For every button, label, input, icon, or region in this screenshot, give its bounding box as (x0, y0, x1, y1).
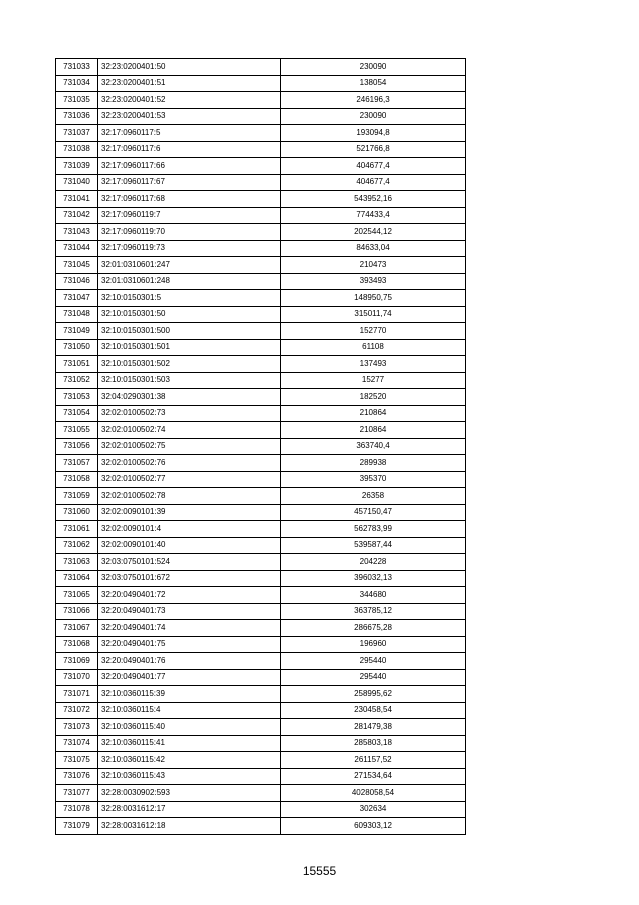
cadastral-number-cell: 32:20:0490401:75 (98, 636, 281, 653)
row-id-cell: 731043 (56, 224, 98, 241)
table-row (56, 554, 466, 571)
row-id-cell: 731068 (56, 636, 98, 653)
value-cell: 774433,4 (281, 207, 466, 224)
cadastral-number-cell: 32:20:0490401:77 (98, 669, 281, 686)
table-row (56, 504, 466, 521)
cadastral-number-cell: 32:01:0310601:248 (98, 273, 281, 290)
cadastral-number-cell: 32:10:0150301:503 (98, 372, 281, 389)
row-id-cell: 731036 (56, 108, 98, 125)
value-cell: 404677,4 (281, 158, 466, 175)
table-row (56, 801, 466, 818)
table-row (56, 290, 466, 307)
value-cell: 182520 (281, 389, 466, 406)
value-cell: 521766,8 (281, 141, 466, 158)
table-row (56, 603, 466, 620)
cadastral-number-cell: 32:04:0290301:38 (98, 389, 281, 406)
cadastral-number-cell: 32:17:0960117:6 (98, 141, 281, 158)
row-id-cell: 731057 (56, 455, 98, 472)
table-row (56, 257, 466, 274)
table-row (56, 488, 466, 505)
cadastral-number-cell: 32:17:0960117:66 (98, 158, 281, 175)
row-id-cell: 731034 (56, 75, 98, 92)
cadastral-number-cell: 32:10:0150301:502 (98, 356, 281, 373)
table-row (56, 702, 466, 719)
value-cell: 396032,13 (281, 570, 466, 587)
row-id-cell: 731071 (56, 686, 98, 703)
value-cell: 84633,04 (281, 240, 466, 257)
row-id-cell: 731041 (56, 191, 98, 208)
cadastral-number-cell: 32:01:0310601:247 (98, 257, 281, 274)
cadastral-number-cell: 32:28:0031612:18 (98, 818, 281, 835)
table-row (56, 570, 466, 587)
table-row (56, 521, 466, 538)
row-id-cell: 731046 (56, 273, 98, 290)
table-row (56, 537, 466, 554)
row-id-cell: 731066 (56, 603, 98, 620)
cadastral-number-cell: 32:10:0150301:50 (98, 306, 281, 323)
cadastral-number-cell: 32:17:0960117:68 (98, 191, 281, 208)
cadastral-number-cell: 32:10:0150301:501 (98, 339, 281, 356)
value-cell: 286675,28 (281, 620, 466, 637)
table-row (56, 389, 466, 406)
table-row (56, 438, 466, 455)
cadastral-number-cell: 32:02:0090101:40 (98, 537, 281, 554)
table-row (56, 356, 466, 373)
value-cell: 609303,12 (281, 818, 466, 835)
value-cell: 4028058,54 (281, 785, 466, 802)
value-cell: 230090 (281, 59, 466, 76)
cadastral-number-cell: 32:23:0200401:51 (98, 75, 281, 92)
value-cell: 395370 (281, 471, 466, 488)
row-id-cell: 731060 (56, 504, 98, 521)
table-row (56, 339, 466, 356)
table-row (56, 108, 466, 125)
row-id-cell: 731065 (56, 587, 98, 604)
value-cell: 271534,64 (281, 768, 466, 785)
cadastral-number-cell: 32:20:0490401:72 (98, 587, 281, 604)
cadastral-number-cell: 32:23:0200401:53 (98, 108, 281, 125)
row-id-cell: 731073 (56, 719, 98, 736)
row-id-cell: 731045 (56, 257, 98, 274)
table-row (56, 191, 466, 208)
table-row (56, 224, 466, 241)
row-id-cell: 731063 (56, 554, 98, 571)
row-id-cell: 731040 (56, 174, 98, 191)
cadastral-number-cell: 32:17:0960119:70 (98, 224, 281, 241)
cadastral-number-cell: 32:20:0490401:74 (98, 620, 281, 637)
cadastral-number-cell: 32:02:0100502:74 (98, 422, 281, 439)
table-row (56, 59, 466, 76)
value-cell: 404677,4 (281, 174, 466, 191)
row-id-cell: 731050 (56, 339, 98, 356)
row-id-cell: 731037 (56, 125, 98, 142)
value-cell: 562783,99 (281, 521, 466, 538)
value-cell: 363740,4 (281, 438, 466, 455)
cadastral-number-cell: 32:10:0150301:500 (98, 323, 281, 340)
cadastral-number-cell: 32:10:0360115:40 (98, 719, 281, 736)
row-id-cell: 731054 (56, 405, 98, 422)
row-id-cell: 731059 (56, 488, 98, 505)
cadastral-number-cell: 32:10:0360115:43 (98, 768, 281, 785)
value-cell: 281479,38 (281, 719, 466, 736)
table-row (56, 158, 466, 175)
cadastral-number-cell: 32:17:0960117:67 (98, 174, 281, 191)
table-row (56, 372, 466, 389)
row-id-cell: 731067 (56, 620, 98, 637)
cadastral-number-cell: 32:03:0750101:524 (98, 554, 281, 571)
value-cell: 210864 (281, 422, 466, 439)
row-id-cell: 731039 (56, 158, 98, 175)
value-cell: 148950,75 (281, 290, 466, 307)
cadastral-number-cell: 32:02:0100502:76 (98, 455, 281, 472)
cadastral-number-cell: 32:28:0030902:593 (98, 785, 281, 802)
row-id-cell: 731042 (56, 207, 98, 224)
table-row (56, 620, 466, 637)
value-cell: 295440 (281, 653, 466, 670)
table-row (56, 785, 466, 802)
row-id-cell: 731069 (56, 653, 98, 670)
value-cell: 261157,52 (281, 752, 466, 769)
row-id-cell: 731033 (56, 59, 98, 76)
table-row (56, 636, 466, 653)
value-cell: 289938 (281, 455, 466, 472)
row-id-cell: 731074 (56, 735, 98, 752)
cadastral-number-cell: 32:03:0750101:672 (98, 570, 281, 587)
table-row (56, 422, 466, 439)
cadastral-number-cell: 32:17:0960117:5 (98, 125, 281, 142)
table-row (56, 669, 466, 686)
cadastral-number-cell: 32:10:0360115:41 (98, 735, 281, 752)
cadastral-number-cell: 32:23:0200401:52 (98, 92, 281, 109)
registry-table-body (56, 59, 466, 835)
table-row (56, 273, 466, 290)
value-cell: 152770 (281, 323, 466, 340)
value-cell: 230458,54 (281, 702, 466, 719)
table-row (56, 653, 466, 670)
row-id-cell: 731062 (56, 537, 98, 554)
cadastral-number-cell: 32:20:0490401:76 (98, 653, 281, 670)
row-id-cell: 731064 (56, 570, 98, 587)
table-row (56, 141, 466, 158)
value-cell: 15277 (281, 372, 466, 389)
row-id-cell: 731047 (56, 290, 98, 307)
cadastral-number-cell: 32:10:0360115:4 (98, 702, 281, 719)
row-id-cell: 731053 (56, 389, 98, 406)
table-row (56, 735, 466, 752)
table-row (56, 768, 466, 785)
cadastral-number-cell: 32:02:0100502:73 (98, 405, 281, 422)
table-row (56, 75, 466, 92)
value-cell: 258995,62 (281, 686, 466, 703)
cadastral-number-cell: 32:17:0960119:7 (98, 207, 281, 224)
cadastral-number-cell: 32:20:0490401:73 (98, 603, 281, 620)
value-cell: 61108 (281, 339, 466, 356)
cadastral-number-cell: 32:17:0960119:73 (98, 240, 281, 257)
value-cell: 210864 (281, 405, 466, 422)
cadastral-number-cell: 32:02:0090101:39 (98, 504, 281, 521)
value-cell: 230090 (281, 108, 466, 125)
cadastral-number-cell: 32:02:0100502:75 (98, 438, 281, 455)
value-cell: 344680 (281, 587, 466, 604)
cadastral-number-cell: 32:02:0100502:78 (98, 488, 281, 505)
row-id-cell: 731056 (56, 438, 98, 455)
table-row (56, 405, 466, 422)
row-id-cell: 731058 (56, 471, 98, 488)
value-cell: 202544,12 (281, 224, 466, 241)
table-row (56, 306, 466, 323)
value-cell: 302634 (281, 801, 466, 818)
value-cell: 543952,16 (281, 191, 466, 208)
row-id-cell: 731035 (56, 92, 98, 109)
row-id-cell: 731038 (56, 141, 98, 158)
row-id-cell: 731075 (56, 752, 98, 769)
table-row (56, 240, 466, 257)
page-number: 15555 (302, 864, 337, 878)
value-cell: 26358 (281, 488, 466, 505)
table-row (56, 686, 466, 703)
value-cell: 210473 (281, 257, 466, 274)
row-id-cell: 731048 (56, 306, 98, 323)
value-cell: 138054 (281, 75, 466, 92)
row-id-cell: 731061 (56, 521, 98, 538)
row-id-cell: 731051 (56, 356, 98, 373)
value-cell: 315011,74 (281, 306, 466, 323)
cadastral-number-cell: 32:28:0031612:17 (98, 801, 281, 818)
table-row (56, 752, 466, 769)
row-id-cell: 731044 (56, 240, 98, 257)
row-id-cell: 731070 (56, 669, 98, 686)
value-cell: 457150,47 (281, 504, 466, 521)
row-id-cell: 731072 (56, 702, 98, 719)
row-id-cell: 731055 (56, 422, 98, 439)
value-cell: 393493 (281, 273, 466, 290)
table-row (56, 471, 466, 488)
row-id-cell: 731052 (56, 372, 98, 389)
table-row (56, 323, 466, 340)
value-cell: 137493 (281, 356, 466, 373)
row-id-cell: 731079 (56, 818, 98, 835)
cadastral-number-cell: 32:02:0100502:77 (98, 471, 281, 488)
registry-table (55, 58, 466, 835)
row-id-cell: 731077 (56, 785, 98, 802)
row-id-cell: 731076 (56, 768, 98, 785)
value-cell: 295440 (281, 669, 466, 686)
table-row (56, 125, 466, 142)
value-cell: 285803,18 (281, 735, 466, 752)
cadastral-number-cell: 32:10:0360115:39 (98, 686, 281, 703)
table-row (56, 719, 466, 736)
value-cell: 539587,44 (281, 537, 466, 554)
table-row (56, 92, 466, 109)
cadastral-number-cell: 32:10:0360115:42 (98, 752, 281, 769)
value-cell: 204228 (281, 554, 466, 571)
cadastral-number-cell: 32:23:0200401:50 (98, 59, 281, 76)
cadastral-number-cell: 32:10:0150301:5 (98, 290, 281, 307)
table-row (56, 455, 466, 472)
value-cell: 246196,3 (281, 92, 466, 109)
row-id-cell: 731078 (56, 801, 98, 818)
value-cell: 363785,12 (281, 603, 466, 620)
table-row (56, 587, 466, 604)
value-cell: 196960 (281, 636, 466, 653)
table-row (56, 207, 466, 224)
table-row (56, 818, 466, 835)
row-id-cell: 731049 (56, 323, 98, 340)
table-row (56, 174, 466, 191)
value-cell: 193094,8 (281, 125, 466, 142)
cadastral-number-cell: 32:02:0090101:4 (98, 521, 281, 538)
